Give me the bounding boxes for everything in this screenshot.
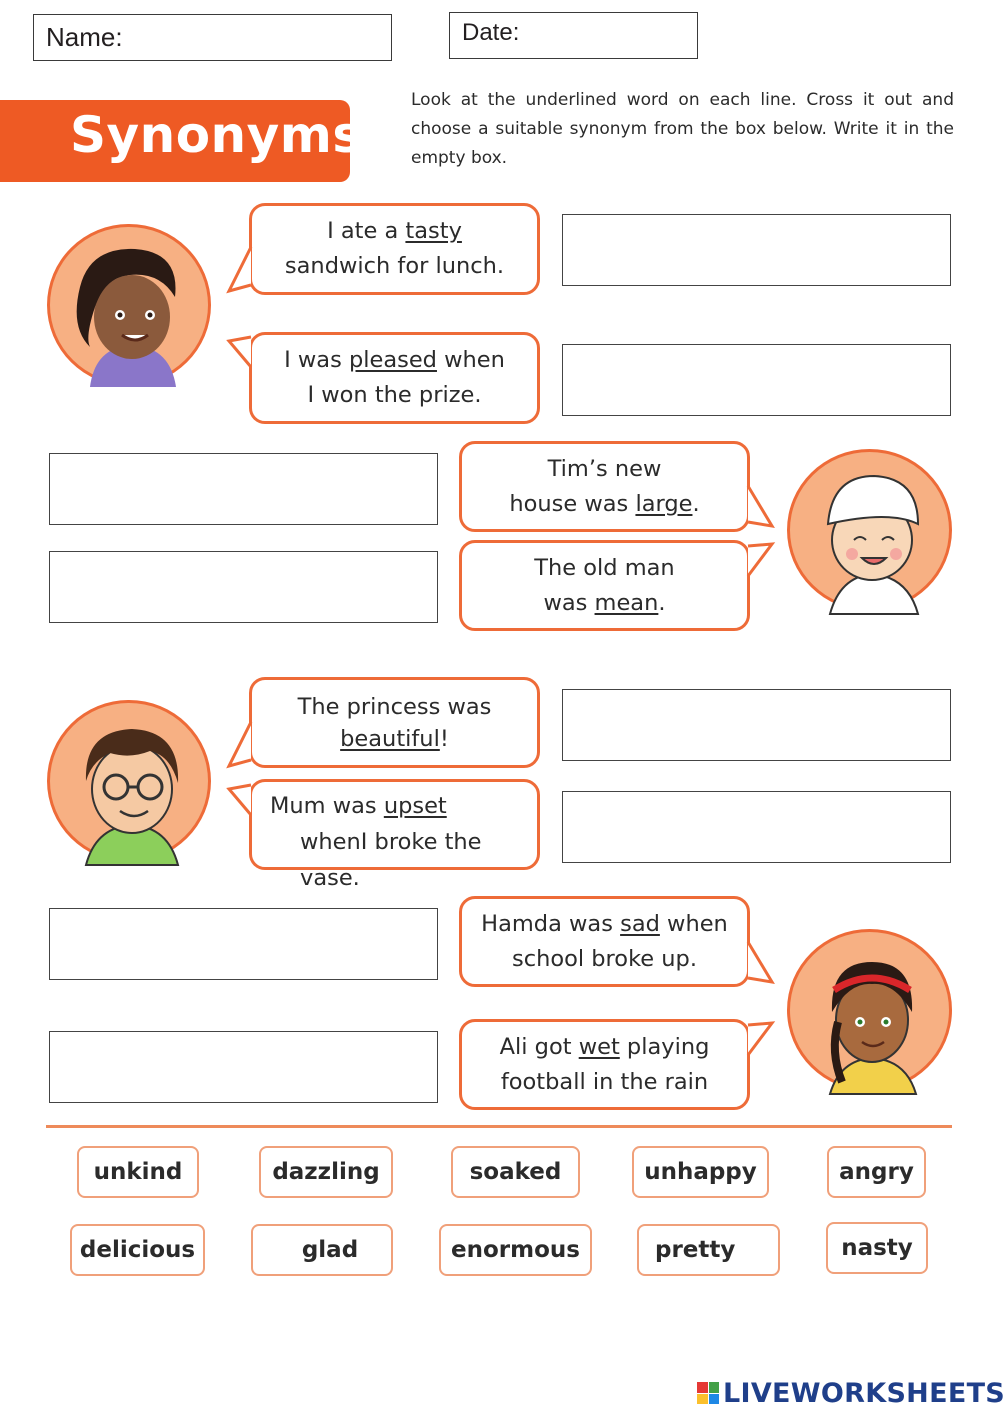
bubble-tail (744, 936, 776, 988)
speech-bubble-5 (249, 677, 540, 768)
sentence-6 (262, 788, 527, 896)
page-title: Synonyms (70, 106, 363, 164)
speech-bubble-7 (459, 896, 750, 987)
underlined-word: beautiful (340, 725, 440, 752)
underlined-word: wet (578, 1033, 620, 1060)
speech-bubble-1 (249, 203, 540, 295)
girl-headband-face-icon (790, 932, 955, 1094)
sentence-text: whenI broke the (300, 829, 482, 855)
answer-box-8[interactable] (49, 1031, 438, 1103)
boy-glasses-face-icon (50, 703, 214, 865)
name-label: Name: (46, 22, 123, 52)
sentence-text: was (543, 589, 595, 616)
sentence-text: when (659, 910, 728, 937)
boy-face-icon (790, 452, 955, 614)
underlined-word: pleased (348, 347, 437, 373)
sentence-text: ! (439, 725, 449, 752)
underlined-word: sad (620, 910, 660, 937)
sentence-5 (298, 691, 492, 755)
sentence-text: . (692, 490, 700, 517)
word-label: enormous (451, 1237, 580, 1263)
word-label: unkind (93, 1159, 183, 1185)
speech-bubble-6 (249, 779, 540, 891)
sentence-text: school broke up. (511, 945, 697, 972)
word-tile[interactable] (439, 1224, 592, 1276)
answer-box-4[interactable] (49, 551, 438, 623)
name-field[interactable] (33, 14, 392, 61)
underlined-word: large (635, 490, 693, 517)
answer-box-5[interactable] (562, 689, 951, 761)
bubble-tail (227, 245, 257, 295)
brand-text: LIVEWORKSHEETS (723, 1377, 1005, 1409)
avatar-girl-2 (787, 929, 952, 1091)
word-label: pretty (655, 1237, 736, 1263)
word-label: delicious (79, 1237, 196, 1263)
sentence-1 (285, 214, 504, 284)
sentence-3 (509, 452, 699, 522)
word-label: dazzling (272, 1159, 380, 1185)
sentence-text: playing (619, 1033, 710, 1060)
bubble-tail (744, 1019, 776, 1061)
sentence-text: The princess was (297, 693, 492, 720)
sentence-text: I was (284, 347, 349, 373)
title-banner (0, 100, 363, 182)
avatar-boy-cap (787, 449, 952, 611)
date-label: Date: (462, 19, 520, 46)
sentence-text: I won the prize. (307, 382, 482, 408)
underlined-word: tasty (405, 218, 462, 244)
bubble-tail (227, 333, 257, 373)
divider (46, 1125, 952, 1128)
word-tile[interactable] (70, 1224, 205, 1276)
girl-face-icon (50, 227, 214, 389)
logo-icon (697, 1382, 719, 1404)
sentence-7 (481, 907, 728, 977)
sentence-text: The old man (534, 554, 675, 581)
word-tile[interactable] (77, 1146, 199, 1198)
word-label: angry (839, 1159, 914, 1185)
answer-box-2[interactable] (562, 344, 951, 416)
bubble-tail (227, 781, 257, 821)
sentence-text: Hamda was (481, 910, 621, 937)
speech-bubble-8 (459, 1019, 750, 1110)
sentence-4 (534, 551, 674, 621)
sentence-text: I ate a (327, 218, 406, 244)
speech-bubble-4 (459, 540, 750, 631)
instructions: Look at the underlined word on each line. Cross it out and choose a suitable synonym from the box below. Write it in the empty box. (411, 90, 954, 168)
sentence-8 (500, 1030, 710, 1100)
word-tile[interactable] (632, 1146, 769, 1198)
answer-box-1[interactable] (562, 214, 951, 286)
underlined-word: upset (383, 793, 447, 819)
sentence-text: vase. (300, 865, 360, 891)
word-tile[interactable] (451, 1146, 580, 1198)
word-tile[interactable] (826, 1222, 928, 1274)
answer-box-3[interactable] (49, 453, 438, 525)
avatar-boy-glasses (47, 700, 211, 862)
sentence-text: sandwich for lunch. (284, 253, 505, 279)
answer-box-6[interactable] (562, 791, 951, 863)
answer-box-7[interactable] (49, 908, 438, 980)
word-tile[interactable] (637, 1224, 780, 1276)
underlined-word: mean (594, 589, 659, 616)
sentence-text: football in the rain (500, 1068, 709, 1095)
sentence-text: when (436, 347, 505, 373)
word-label: nasty (841, 1235, 913, 1261)
bubble-tail (744, 540, 776, 582)
speech-bubble-3 (459, 441, 750, 532)
date-field[interactable] (449, 12, 698, 59)
sentence-2 (284, 343, 505, 413)
bubble-tail (227, 720, 257, 770)
liveworksheets-logo (697, 1376, 1005, 1410)
sentence-text: Tim’s new (547, 455, 662, 482)
bubble-tail (744, 480, 776, 532)
word-tile[interactable] (251, 1224, 393, 1276)
sentence-text: Ali got (499, 1033, 579, 1060)
sentence-text: Mum was (270, 793, 384, 819)
word-label: soaked (469, 1159, 562, 1185)
word-label: glad (301, 1237, 359, 1263)
word-tile[interactable] (259, 1146, 393, 1198)
avatar-girl-1 (47, 224, 211, 386)
sentence-text: house was (509, 490, 636, 517)
word-label: unhappy (644, 1159, 757, 1185)
sentence-text: . (658, 589, 666, 616)
speech-bubble-2 (249, 332, 540, 424)
word-tile[interactable] (827, 1146, 926, 1198)
